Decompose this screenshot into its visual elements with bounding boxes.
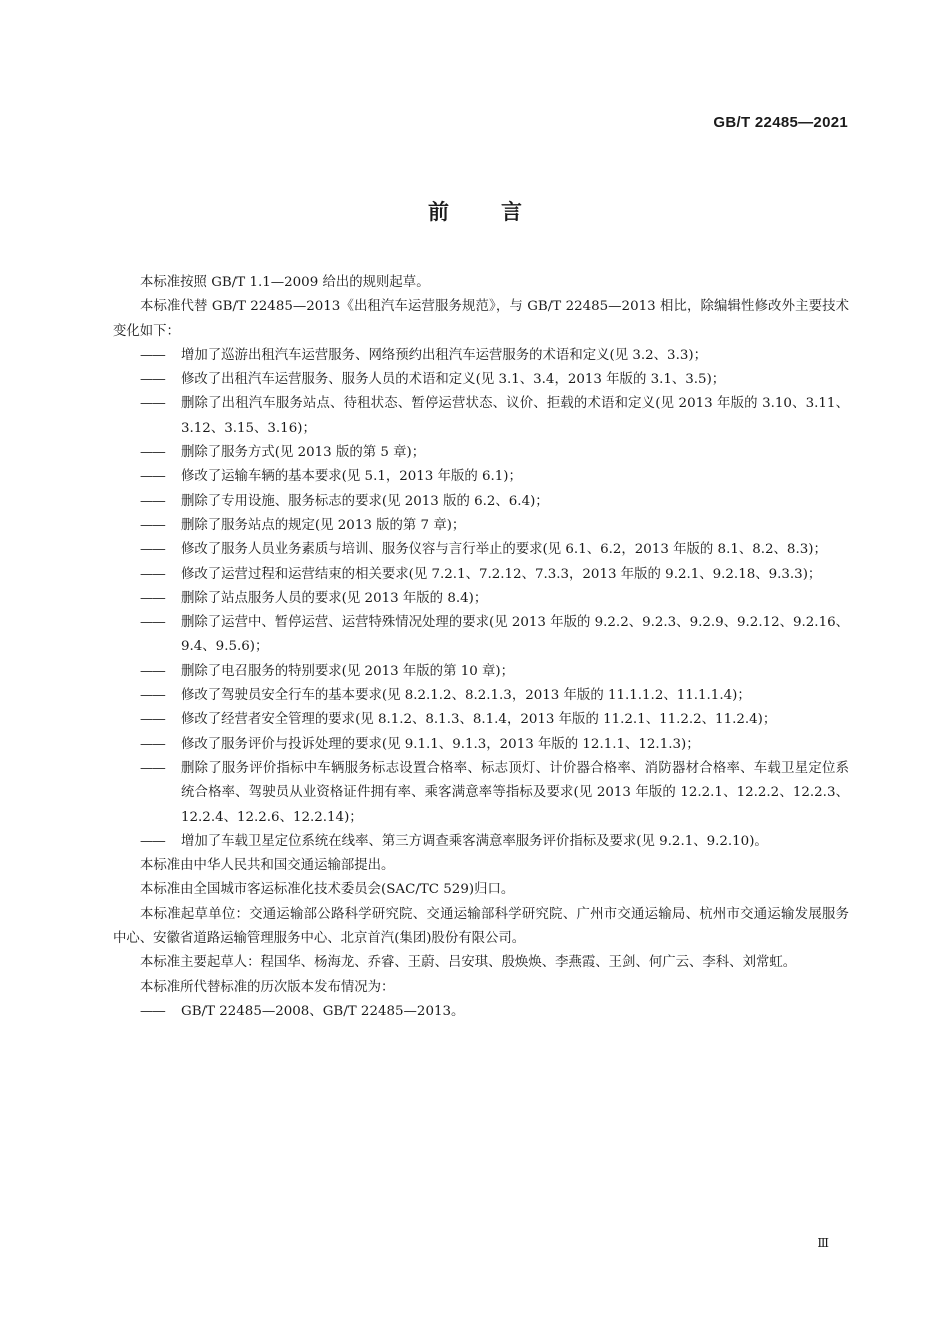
list-item: —— 删除了站点服务人员的要求(见 2013 年版的 8.4)； xyxy=(113,587,849,611)
list-item: —— 删除了电召服务的特别要求(见 2013 年版的第 10 章)； xyxy=(113,660,849,684)
list-item: —— 删除了出租汽车服务站点、待租状态、暂停运营状态、议价、拒载的术语和定义(见 2013 年版的 3.10、3.11、3.12、3.15、3.16)； xyxy=(113,392,849,441)
paragraph-committee: 本标准由全国城市客运标准化技术委员会(SAC/TC 529)归口。 xyxy=(140,882,515,898)
dash-marker: —— xyxy=(140,542,165,558)
list-item: —— 修改了运营过程和运营结束的相关要求(见 7.2.1、7.2.12、7.3.3，2013 年版的 9.2.1、9.2.18、9.3.3)； xyxy=(113,563,849,587)
list-item: —— 修改了服务人员业务素质与培训、服务仪容与言行举止的要求(见 6.1、6.2，2013 年版的 8.1、8.2、8.3)； xyxy=(113,538,849,562)
dash-marker: —— xyxy=(140,445,165,461)
dash-marker: —— xyxy=(140,615,165,631)
list-item: —— 修改了驾驶员安全行车的基本要求(见 8.2.1.2、8.2.1.3，2013 年版的 11.1.1.2、11.1.1.4)； xyxy=(113,684,849,708)
dash-marker: —— xyxy=(140,396,165,412)
dash-marker: —— xyxy=(140,712,165,728)
dash-marker: —— xyxy=(140,372,165,388)
list-item: —— 删除了服务站点的规定(见 2013 版的第 7 章)； xyxy=(113,514,849,538)
dash-marker: —— xyxy=(140,663,165,679)
dash-marker: —— xyxy=(140,493,165,509)
dash-marker: —— xyxy=(140,566,165,582)
list-item: —— 修改了经营者安全管理的要求(见 8.1.2、8.1.3、8.1.4，2013 年版的 11.2.1、11.2.2、11.2.4)； xyxy=(113,708,849,732)
dash-marker: —— xyxy=(140,347,165,363)
standard-number: GB/T 22485—2021 xyxy=(713,114,848,131)
paragraph-proposer: 本标准由中华人民共和国交通运输部提出。 xyxy=(140,858,395,874)
list-item: —— 修改了服务评价与投诉处理的要求(见 9.1.1、9.1.3，2013 年版的 12.1.1、12.1.3)； xyxy=(113,733,849,757)
document-body xyxy=(113,271,849,1024)
page-number: Ⅲ xyxy=(817,1236,829,1250)
list-item: —— GB/T 22485—2008、GB/T 22485—2013。 xyxy=(113,1000,849,1024)
paragraph-history-intro: 本标准所代替标准的历次版本发布情况为： xyxy=(140,979,395,995)
dash-marker: —— xyxy=(140,833,165,849)
changes-list xyxy=(113,344,849,854)
list-item: —— 删除了运营中、暂停运营、运营特殊情况处理的要求(见 2013 年版的 9.2.2、9.2.3、9.2.9、9.2.12、9.2.16、9.4、9.5.6)； xyxy=(113,611,849,660)
list-item: —— 修改了运输车辆的基本要求(见 5.1，2013 年版的 6.1)； xyxy=(113,465,849,489)
list-item: —— 修改了出租汽车运营服务、服务人员的术语和定义(见 3.1、3.4，2013 年版的 3.1、3.5)； xyxy=(113,368,849,392)
paragraph-replacement: 本标准代替 GB/T 22485—2013《出租汽车运营服务规范》，与 GB/T 22485—2013 相比，除编辑性修改外主要技术变化如下： xyxy=(113,299,849,339)
list-item: —— 增加了巡游出租汽车运营服务、网络预约出租汽车运营服务的术语和定义(见 3.2、3.3)； xyxy=(113,344,849,368)
dash-marker: —— xyxy=(140,1003,165,1019)
page-title: 前言 xyxy=(428,200,574,224)
dash-marker: —— xyxy=(140,517,165,533)
paragraph-drafting-rule: 本标准按照 GB/T 1.1—2009 给出的规则起草。 xyxy=(140,275,430,290)
list-item: —— 删除了服务方式(见 2013 版的第 5 章)； xyxy=(113,441,849,465)
list-item: —— 增加了车载卫星定位系统在线率、第三方调查乘客满意率服务评价指标及要求(见 9.2.1、9.2.10)。 xyxy=(113,830,849,854)
dash-marker: —— xyxy=(140,760,165,776)
history-list xyxy=(113,1000,849,1024)
list-item: —— 删除了专用设施、服务标志的要求(见 2013 版的 6.2、6.4)； xyxy=(113,490,849,514)
paragraph-drafters: 本标准主要起草人：程国华、杨海龙、乔睿、王蔚、吕安琪、殷焕焕、李燕霞、王剑、何广云、李科、刘常虹。 xyxy=(140,955,797,971)
dash-marker: —— xyxy=(140,688,165,704)
list-item: —— 删除了服务评价指标中车辆服务标志设置合格率、标志顶灯、计价器合格率、消防器材合格率、车载卫星定位系统合格率、驾驶员从业资格证件拥有率、乘客满意率等指标及要求(见 2013 年版的 12.2.1、12.2.2、12.2.3、12.2.4、12.2.6、12.2.14)； xyxy=(113,757,849,830)
dash-marker: —— xyxy=(140,469,165,485)
dash-marker: —— xyxy=(140,590,165,606)
dash-marker: —— xyxy=(140,736,165,752)
paragraph-drafting-units: 本标准起草单位：交通运输部公路科学研究院、交通运输部科学研究院、广州市交通运输局、杭州市交通运输发展服务中心、安徽省道路运输管理服务中心、北京首汽(集团)股份有限公司。 xyxy=(113,906,849,947)
